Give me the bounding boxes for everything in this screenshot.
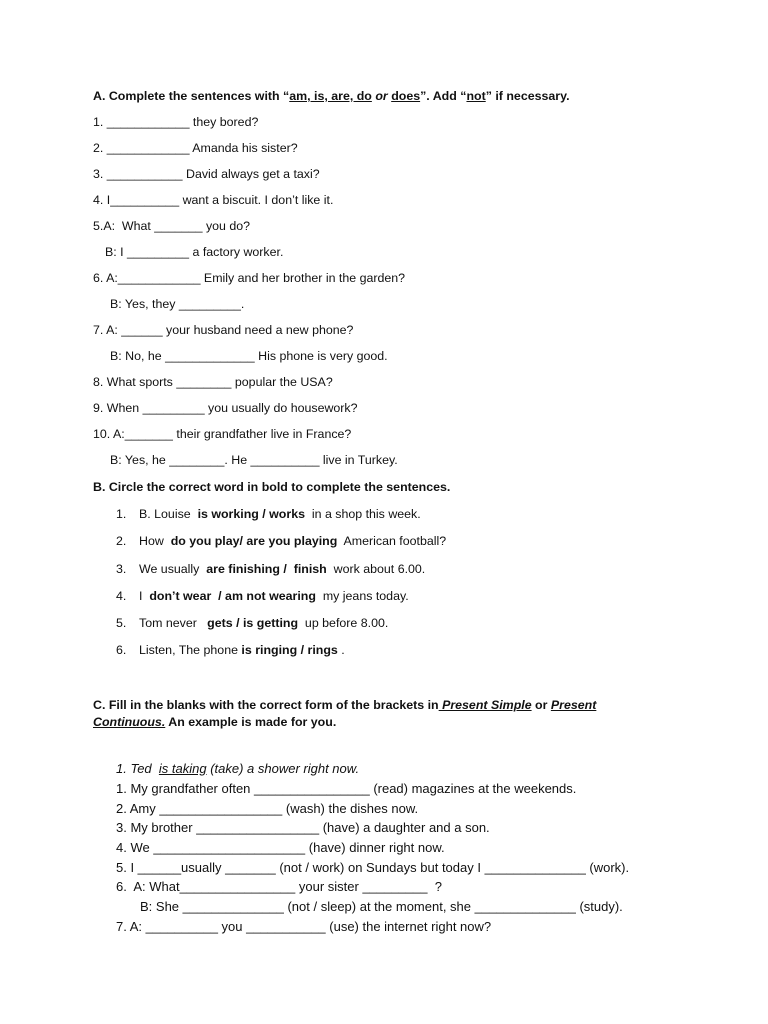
exercise-line: B: Yes, they _________. <box>110 297 245 311</box>
list-item <box>139 615 388 631</box>
item-options: gets / is getting <box>207 616 299 630</box>
exercise-line: B: No, he _____________ His phone is very good. <box>110 349 388 363</box>
exercise-line: B: She ______________ (not / sleep) at the moment, she ______________ (study). <box>140 899 623 914</box>
exercise-line: 6. A:____________ Emily and her brother in the garden? <box>93 271 406 285</box>
exercise-line: 8. What sports ________ popular the USA? <box>93 375 333 389</box>
exercise-line: 7. A: ______ your husband need a new phone? <box>93 323 354 337</box>
item-post: up before 8.00. <box>298 616 389 630</box>
item-options: is working / works <box>197 507 305 521</box>
section-a-heading <box>93 88 570 104</box>
example-line <box>116 761 359 777</box>
list-item <box>139 533 446 549</box>
item-post: work about 6.00. <box>326 562 426 576</box>
item-options: don’t wear / am not wearing <box>149 589 316 603</box>
item-post: in a shop this week. <box>304 507 421 521</box>
item-pre: I <box>139 589 150 603</box>
heading-or: or <box>375 89 388 103</box>
exercise-line: 2. Amy _________________ (wash) the dishes now. <box>116 801 419 816</box>
exercise-line: 1. ____________ they bored? <box>93 115 259 129</box>
list-item-number: 4. <box>116 589 127 603</box>
heading-text: A. Complete the sentences with “ <box>93 89 290 103</box>
item-post: . <box>337 643 345 657</box>
exercise-line: 10. A:_______ their grandfather live in France? <box>93 427 352 441</box>
example-post: (take) a shower right now. <box>206 761 360 776</box>
item-pre: Tom never <box>139 616 208 630</box>
exercise-line: 4. We _____________________ (have) dinner right now. <box>116 840 445 855</box>
list-item <box>139 642 345 658</box>
section-c-heading-line1 <box>93 697 596 713</box>
item-options: do you play/ are you playing <box>170 534 338 548</box>
heading-text: ”. Add “ <box>420 89 467 103</box>
heading-or: or <box>531 698 551 712</box>
heading-does: does <box>391 89 421 103</box>
list-item-number: 2. <box>116 534 127 548</box>
exercise-line: 6. A: What________________ your sister _________ ? <box>116 879 442 894</box>
item-options: is ringing / rings <box>241 643 338 657</box>
exercise-line: 7. A: __________ you ___________ (use) the internet right now? <box>116 919 492 934</box>
exercise-line: 1. My grandfather often ________________ (read) magazines at the weekends. <box>116 781 577 796</box>
exercise-line: 4. I__________ want a biscuit. I don’t like it. <box>93 193 334 207</box>
list-item <box>139 588 409 604</box>
list-item-number: 5. <box>116 616 127 630</box>
exercise-line: B: Yes, he ________. He __________ live in Turkey. <box>110 453 398 467</box>
section-b-heading: B. Circle the correct word in bold to complete the sentences. <box>93 480 451 494</box>
exercise-line: 5.A: What _______ you do? <box>93 219 251 233</box>
heading-words: am, is, are, do <box>289 89 372 103</box>
example-pre: 1. Ted <box>116 761 159 776</box>
exercise-line: 9. When _________ you usually do housework? <box>93 401 358 415</box>
exercise-line: 3. My brother _________________ (have) a daughter and a son. <box>116 820 490 835</box>
heading-continuous: Continuous. <box>93 715 166 729</box>
heading-present: Present <box>550 698 597 712</box>
item-post: my jeans today. <box>315 589 409 603</box>
section-c-heading-line2 <box>93 714 336 730</box>
item-pre: We usually <box>139 562 207 576</box>
list-item-number: 1. <box>116 507 127 521</box>
heading-not: not <box>466 89 486 103</box>
heading-text: ” if necessary. <box>485 89 570 103</box>
list-item <box>139 506 421 522</box>
list-item-number: 3. <box>116 562 127 576</box>
list-item-number: 6. <box>116 643 127 657</box>
exercise-line: 3. ___________ David always get a taxi? <box>93 167 320 181</box>
item-post: American football? <box>337 534 447 548</box>
item-pre: B. Louise <box>139 507 198 521</box>
exercise-line: B: I _________ a factory worker. <box>105 245 284 259</box>
item-pre: Listen, The phone <box>139 643 242 657</box>
heading-present-simple: Present Simple <box>438 698 532 712</box>
exercise-line: 2. ____________ Amanda his sister? <box>93 141 298 155</box>
example-answer: is taking <box>158 761 207 776</box>
heading-text: C. Fill in the blanks with the correct form of the brackets in <box>93 698 439 712</box>
list-item <box>139 561 425 577</box>
exercise-line: 5. I ______usually _______ (not / work) on Sundays but today I ______________ (work). <box>116 860 630 875</box>
heading-text: An example is made for you. <box>165 715 337 729</box>
item-options: are finishing / finish <box>206 562 327 576</box>
item-pre: How <box>139 534 171 548</box>
